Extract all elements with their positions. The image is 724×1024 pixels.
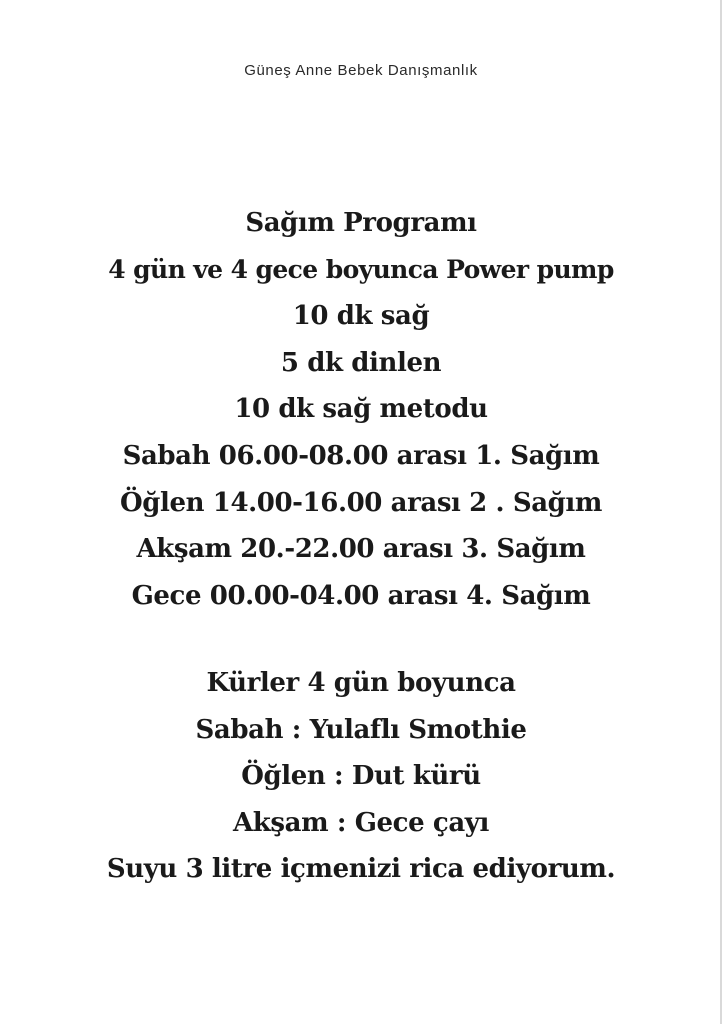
pumping-program-section (0, 200, 722, 619)
cures-line: Akşam : Gece çayı (233, 807, 489, 838)
cures-title: Kürler 4 gün boyunca (206, 668, 516, 698)
program-line: Akşam 20.-22.00 arası 3. Sağım (136, 534, 586, 565)
program-line: 10 dk sağ (292, 301, 430, 332)
program-line: Gece 00.00-04.00 arası 4. Sağım (131, 580, 591, 611)
program-line: Öğlen 14.00-16.00 arası 2 . Sağım (119, 487, 603, 518)
cures-line: Öğlen : Dut kürü (241, 761, 481, 792)
program-line: Sabah 06.00-08.00 arası 1. Sağım (122, 440, 600, 471)
brand-header: Güneş Anne Bebek Danışmanlık (244, 62, 478, 79)
program-line: 4 gün ve 4 gece boyunca Power pump (108, 254, 614, 284)
cures-line: Suyu 3 litre içmenizi rica ediyorum. (106, 854, 616, 885)
program-title: Sağım Programı (245, 208, 477, 238)
program-line: 10 dk sağ metodu (234, 394, 488, 425)
program-line: 5 dk dinlen (280, 347, 442, 378)
cures-line: Sabah : Yulaflı Smothie (195, 714, 527, 745)
cures-section (0, 660, 722, 893)
